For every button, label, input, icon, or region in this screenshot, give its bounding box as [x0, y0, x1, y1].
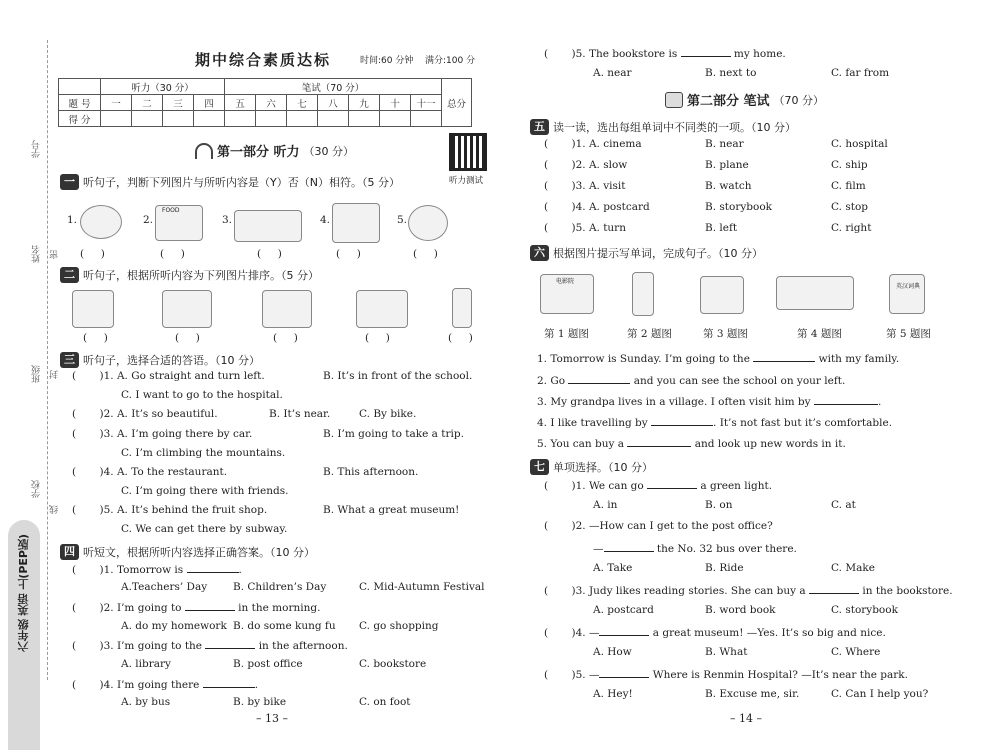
q-stem: —How can I get to the post office? — [588, 520, 773, 532]
cinema-image — [356, 290, 408, 328]
dictionary-label: 英汉词典 — [896, 283, 921, 290]
page-number-right: – 14 – — [730, 712, 762, 725]
s7-q2: ( )2. —How can I get to the post office? — [544, 520, 773, 532]
grade-badge — [8, 520, 40, 750]
score-cell[interactable] — [256, 111, 287, 127]
option-b[interactable]: B. Children’s Day — [233, 581, 327, 593]
score-cell[interactable] — [132, 111, 163, 127]
option-b[interactable]: B. post office — [233, 658, 303, 670]
q-number: )3. — [99, 640, 114, 652]
section-4-number: 四 — [60, 544, 79, 560]
s7-q3: ( )3. Judy likes reading stories. She can buy a in the bookstore. — [544, 585, 953, 597]
score-cell[interactable] — [225, 111, 256, 127]
score-cell[interactable] — [163, 111, 194, 127]
option-b[interactable]: B. watch — [705, 180, 752, 192]
side-label-class: 班级 — [32, 365, 42, 383]
option-c[interactable]: C. We can get there by subway. — [121, 523, 288, 535]
side-word-mi: 密 — [50, 250, 60, 259]
q-number: )1. — [99, 370, 114, 382]
caption-2: 第 2 题图 — [627, 328, 672, 340]
family-dinner-image — [162, 290, 212, 328]
q-stem: The bookstore is — [588, 48, 678, 60]
answer-blank[interactable] — [647, 479, 697, 489]
binding-line — [47, 40, 48, 680]
cinema-building-image — [540, 274, 594, 314]
page-number-left: – 13 – — [256, 712, 288, 725]
caption-4: 第 4 题图 — [797, 328, 842, 340]
score-cell[interactable] — [411, 111, 442, 127]
section-1-header — [60, 174, 400, 190]
option-c[interactable]: C. film — [831, 180, 866, 192]
section-2-number: 二 — [60, 267, 79, 283]
s7-q2-line2: — the No. 32 bus over there. — [593, 543, 797, 555]
q-stem: Judy likes reading stories. She can buy a — [588, 585, 806, 597]
q-stem-end: . — [238, 564, 242, 576]
s3-q1: ( )1. A. Go straight and turn left. — [72, 370, 265, 382]
option-a[interactable]: A. turn — [588, 222, 626, 234]
crossroads-image — [262, 290, 312, 328]
sentence-pre: 4. I like travelling by — [537, 417, 648, 429]
option-a[interactable]: A. postcard — [588, 201, 650, 213]
section-2-header — [60, 267, 319, 283]
col-11: 十一 — [411, 95, 442, 111]
q-stem: — — [588, 669, 600, 681]
train-image — [234, 210, 302, 242]
option-b[interactable]: B. next to — [705, 67, 757, 79]
option-a[interactable]: A. slow — [588, 159, 628, 171]
option-c[interactable]: C. I’m climbing the mountains. — [121, 447, 286, 459]
option-a[interactable]: A. in — [593, 499, 618, 511]
option-a[interactable]: A. do my homework — [121, 620, 227, 632]
caption-1: 第 1 题图 — [544, 328, 589, 340]
option-b[interactable]: B. on — [705, 499, 733, 511]
qr-code-icon[interactable] — [449, 133, 487, 171]
qr-caption: 听力测试 — [449, 176, 484, 186]
col-10: 十 — [380, 95, 411, 111]
side-label-student-id: 学号 — [32, 140, 42, 158]
part2-title-text: 第二部分 笔试 — [687, 94, 770, 109]
answer-blank[interactable] — [568, 374, 630, 384]
q-stem: We can go — [588, 480, 644, 492]
option-c[interactable]: C. right — [831, 222, 872, 234]
option-b[interactable]: B. near — [705, 138, 744, 150]
section-4-header — [60, 544, 315, 560]
answer-blank[interactable] — [651, 416, 713, 426]
q-stem-end: a great museum! —Yes. It’s so big and nice. — [652, 627, 886, 639]
s5-q2: ( )2. A. slow — [544, 159, 628, 171]
answer-blank[interactable] — [681, 47, 731, 57]
part2-score: （70 分） — [773, 93, 825, 107]
col-6: 六 — [256, 95, 287, 111]
section-3-number: 三 — [60, 352, 79, 368]
part2-title — [665, 90, 824, 109]
s6-sentence-4 — [537, 416, 892, 429]
option-a[interactable]: A. visit — [588, 180, 626, 192]
option-b[interactable]: B. Excuse me, sir. — [705, 688, 800, 700]
s5-q4: ( )4. A. postcard — [544, 201, 650, 213]
answer-paren[interactable]: ( ) — [336, 248, 361, 260]
q-stem-end: Where is Renmin Hospital? —It’s near the park. — [652, 669, 909, 681]
s4-q5: ( )5. The bookstore is my home. — [544, 48, 786, 60]
option-a[interactable]: A. Go straight and turn left. — [116, 370, 265, 382]
page-title: 期中综合素质达标 — [195, 51, 332, 69]
option-b[interactable]: B. do some kung fu — [233, 620, 336, 632]
s3-q4: ( )4. A. To the restaurant. — [72, 466, 228, 478]
row-label-number: 题 号 — [59, 95, 101, 111]
option-b[interactable]: B. left — [705, 222, 738, 234]
s3-q2: ( )2. A. It’s so beautiful. — [72, 408, 218, 420]
ship-image — [700, 276, 744, 314]
part1-title-text: 第一部分 听力 — [217, 145, 300, 160]
answer-blank[interactable] — [599, 668, 649, 678]
col-2: 二 — [132, 95, 163, 111]
answer-paren[interactable]: ( ) — [160, 248, 185, 260]
pizza-image — [80, 205, 122, 239]
answer-blank[interactable] — [753, 352, 815, 362]
post-office-image — [408, 205, 448, 241]
option-c[interactable]: C. Mid-Autumn Festival — [359, 581, 485, 593]
side-label-name: 姓名 — [32, 245, 42, 263]
section-7-header — [530, 459, 653, 475]
option-a[interactable]: A. Hey! — [593, 688, 633, 700]
food-sign: FOOD — [162, 207, 180, 214]
s1-item-4: 4. — [320, 214, 331, 226]
traffic-light-image — [452, 288, 472, 328]
s1-item-2: 2. — [143, 214, 154, 226]
section-2-instruction: 听句子，根据所听内容为下列图片排序。（5 分） — [83, 269, 319, 282]
q-number: )2. — [99, 602, 114, 614]
s1-item-3: 3. — [222, 214, 233, 226]
answer-blank[interactable] — [627, 437, 691, 447]
score-table — [58, 78, 472, 127]
sentence-pre: 1. Tomorrow is Sunday. I’m going to the — [537, 353, 750, 365]
row-label-score: 得 分 — [59, 111, 101, 127]
option-a[interactable]: A. How — [593, 646, 632, 658]
section-5-header — [530, 119, 796, 135]
answer-paren[interactable]: ( ) — [448, 332, 473, 344]
option-b[interactable]: B. What — [705, 646, 748, 658]
option-c[interactable]: C. far from — [831, 67, 890, 79]
part1-title — [195, 141, 354, 160]
option-b[interactable]: B. I’m going to take a trip. — [323, 428, 464, 440]
q-number: )4. — [571, 201, 586, 213]
answer-blank[interactable] — [809, 584, 859, 594]
option-c[interactable]: C. storybook — [831, 604, 898, 616]
option-b[interactable]: B. Ride — [705, 562, 744, 574]
train-image — [776, 276, 854, 310]
exam-full-score: 满分:100 分 — [425, 56, 476, 66]
q-stem-end: . — [254, 679, 259, 691]
col-7: 七 — [287, 95, 318, 111]
q-number: )4. — [99, 466, 114, 478]
option-c[interactable]: C. Where — [831, 646, 881, 658]
option-c[interactable]: C. I want to go to the hospital. — [121, 389, 283, 401]
option-c[interactable]: C. I’m going there with friends. — [121, 485, 289, 497]
option-a[interactable]: A. To the restaurant. — [116, 466, 228, 478]
s6-sentence-2 — [537, 374, 845, 387]
answer-paren[interactable]: ( ) — [365, 332, 390, 344]
answer-blank[interactable] — [205, 639, 255, 649]
option-c[interactable]: C. ship — [831, 159, 868, 171]
q-number: )2. — [571, 159, 586, 171]
section-7-number: 七 — [530, 459, 549, 475]
score-cell[interactable] — [194, 111, 225, 127]
option-a[interactable]: A. Take — [593, 562, 633, 574]
s4-q4: ( )4. I’m going there . — [72, 679, 259, 691]
option-c[interactable]: C. Can I help you? — [831, 688, 929, 700]
col-5: 五 — [225, 95, 256, 111]
answer-paren[interactable]: ( ) — [83, 332, 108, 344]
q-stem: I’m going there — [116, 679, 200, 691]
s1-item-1: 1. — [67, 214, 78, 226]
q-stem-end: in the afternoon. — [258, 640, 348, 652]
sentence-pre: 3. My grandpa lives in a village. I often visit him by — [537, 396, 811, 408]
col-8: 八 — [318, 95, 349, 111]
s1-item-5: 5. — [397, 214, 408, 226]
option-b[interactable]: B. It’s near. — [269, 408, 331, 420]
answer-paren[interactable]: ( ) — [80, 248, 105, 260]
side-label-school: 学校 — [32, 480, 42, 498]
answer-paren[interactable]: ( ) — [273, 332, 298, 344]
cinema-sign: 电影院 — [556, 278, 575, 285]
side-word-xian: 线 — [50, 505, 60, 514]
q-stem: I’m going to — [116, 602, 182, 614]
caption-5: 第 5 题图 — [886, 328, 931, 340]
option-a[interactable]: A. library — [121, 658, 171, 670]
section-6-header — [530, 245, 763, 261]
score-cell[interactable] — [287, 111, 318, 127]
listening-header: 听力（30 分） — [101, 79, 225, 95]
sentence-post: . It’s not fast but it’s comfortable. — [713, 417, 893, 429]
part1-score: （30 分） — [303, 144, 355, 158]
s6-sentence-5 — [537, 437, 846, 450]
option-a[interactable]: A. postcard — [593, 604, 654, 616]
section-5-number: 五 — [530, 119, 549, 135]
s4-q2: ( )2. I’m going to in the morning. — [72, 602, 321, 614]
q-stem: I’m going to the — [116, 640, 203, 652]
score-cell[interactable] — [101, 111, 132, 127]
score-cell[interactable] — [380, 111, 411, 127]
answer-blank[interactable] — [814, 395, 878, 405]
q-number: )2. — [99, 408, 114, 420]
caption-3: 第 3 题图 — [703, 328, 748, 340]
road-image — [632, 272, 654, 316]
side-word-feng: 封 — [50, 370, 60, 379]
option-b[interactable]: B. It’s in front of the school. — [323, 370, 473, 382]
option-c[interactable]: C. go shopping — [359, 620, 439, 632]
option-b[interactable]: B. This afternoon. — [323, 466, 419, 478]
total-header: 总分 — [442, 79, 472, 127]
sentence-post: and you can see the school on your left. — [633, 375, 846, 387]
written-header: 笔试（70 分） — [225, 79, 442, 95]
score-cell[interactable] — [318, 111, 349, 127]
option-a[interactable]: A.Teachers’ Day — [121, 581, 208, 593]
q-stem-end: the No. 32 bus over there. — [656, 543, 797, 555]
s4-q3: ( )3. I’m going to the in the afternoon. — [72, 640, 348, 652]
q-number: )4. — [99, 679, 114, 691]
exam-time: 时间:60 分钟 — [360, 56, 414, 66]
sentence-pre: 5. You can buy a — [537, 438, 625, 450]
option-a[interactable]: A. I’m going there by car. — [116, 428, 253, 440]
option-a[interactable]: A. cinema — [588, 138, 642, 150]
option-c[interactable]: C. stop — [831, 201, 868, 213]
restaurant-image — [155, 205, 203, 241]
s5-q5: ( )5. A. turn — [544, 222, 626, 234]
s5-q1: ( )1. A. cinema — [544, 138, 642, 150]
post-office-building-image — [72, 290, 114, 328]
q-number: )5. — [571, 222, 586, 234]
q-number: )5. — [99, 504, 114, 516]
answer-blank[interactable] — [599, 626, 649, 636]
s5-q3: ( )3. A. visit — [544, 180, 626, 192]
answer-paren[interactable]: ( ) — [413, 248, 438, 260]
sentence-post: with my family. — [818, 353, 900, 365]
s7-q1: ( )1. We can go a green light. — [544, 480, 773, 492]
headphone-icon — [195, 143, 213, 159]
q-number: )1. — [571, 480, 586, 492]
sentence-pre: 2. Go — [537, 375, 566, 387]
option-c[interactable]: C. hospital — [831, 138, 888, 150]
option-b[interactable]: B. by bike — [233, 696, 287, 708]
s3-q3: ( )3. A. I’m going there by car. — [72, 428, 253, 440]
q-number: )1. — [571, 138, 586, 150]
q-stem: Tomorrow is — [116, 564, 184, 576]
section-6-number: 六 — [530, 245, 549, 261]
option-b[interactable]: B. plane — [705, 159, 749, 171]
q-number: )5. — [571, 48, 586, 60]
col-3: 三 — [163, 95, 194, 111]
option-a[interactable]: A. by bus — [121, 696, 171, 708]
q-stem-end: my home. — [733, 48, 786, 60]
q-number: )3. — [571, 585, 586, 597]
s7-q5: ( )5. — Where is Renmin Hospital? —It’s near the park. — [544, 669, 909, 681]
people-direction-image — [332, 203, 380, 243]
section-7-instruction: 单项选择。（10 分） — [553, 461, 653, 474]
col-4: 四 — [194, 95, 225, 111]
section-1-instruction: 听句子，判断下列图片与所听内容是（Y）否（N）相符。（5 分） — [83, 176, 400, 189]
q-number: )1. — [99, 564, 114, 576]
q-stem-end: a green light. — [700, 480, 773, 492]
section-3-instruction: 听句子，选择合适的答语。（10 分） — [83, 354, 260, 367]
q-stem-end: in the bookstore. — [862, 585, 953, 597]
s3-q5: ( )5. A. It’s behind the fruit shop. — [72, 504, 268, 516]
option-a[interactable]: A. It’s so beautiful. — [116, 408, 218, 420]
section-5-instruction: 读一读，选出每组单词中不同类的一项。（10 分） — [553, 121, 796, 134]
q-stem: — — [588, 627, 600, 639]
section-3-header — [60, 352, 260, 368]
option-c[interactable]: C. By bike. — [359, 408, 417, 420]
s6-sentence-3 — [537, 395, 881, 408]
col-1: 一 — [101, 95, 132, 111]
sentence-post: and look up new words in it. — [694, 438, 846, 450]
q-number: )4. — [571, 627, 586, 639]
answer-paren[interactable]: ( ) — [175, 332, 200, 344]
q-stem-end: in the morning. — [238, 602, 321, 614]
option-b[interactable]: B. word book — [705, 604, 776, 616]
grade-badge-label: 六年级 英语 上(PEP版) — [17, 534, 30, 653]
sentence-post: . — [877, 396, 882, 408]
answer-blank[interactable] — [604, 542, 654, 552]
section-4-instruction: 听短文，根据所听内容选择正确答案。（10 分） — [83, 546, 315, 559]
option-c[interactable]: C. Make — [831, 562, 875, 574]
option-b[interactable]: B. What a great museum! — [323, 504, 460, 516]
option-a[interactable]: A. near — [593, 67, 632, 79]
pencil-icon — [665, 92, 683, 108]
dictionary-image — [889, 274, 925, 314]
answer-blank[interactable] — [203, 678, 255, 688]
option-c[interactable]: C. bookstore — [359, 658, 427, 670]
q-number: )3. — [571, 180, 586, 192]
q-number: )5. — [571, 669, 586, 681]
score-cell[interactable] — [349, 111, 380, 127]
option-c[interactable]: C. at — [831, 499, 856, 511]
q-number: )3. — [99, 428, 114, 440]
section-1-number: 一 — [60, 174, 79, 190]
s7-q4: ( )4. — a great museum! —Yes. It’s so big and nice. — [544, 627, 886, 639]
option-a[interactable]: A. It’s behind the fruit shop. — [116, 504, 268, 516]
option-b[interactable]: B. storybook — [705, 201, 772, 213]
answer-blank[interactable] — [187, 563, 239, 573]
answer-blank[interactable] — [185, 601, 235, 611]
option-c[interactable]: C. on foot — [359, 696, 411, 708]
col-9: 九 — [349, 95, 380, 111]
s4-q1: ( )1. Tomorrow is . — [72, 564, 242, 576]
answer-paren[interactable]: ( ) — [257, 248, 282, 260]
section-6-instruction: 根据图片提示写单词，完成句子。（10 分） — [553, 247, 763, 260]
q-number: )2. — [571, 520, 586, 532]
s6-sentence-1 — [537, 352, 899, 365]
